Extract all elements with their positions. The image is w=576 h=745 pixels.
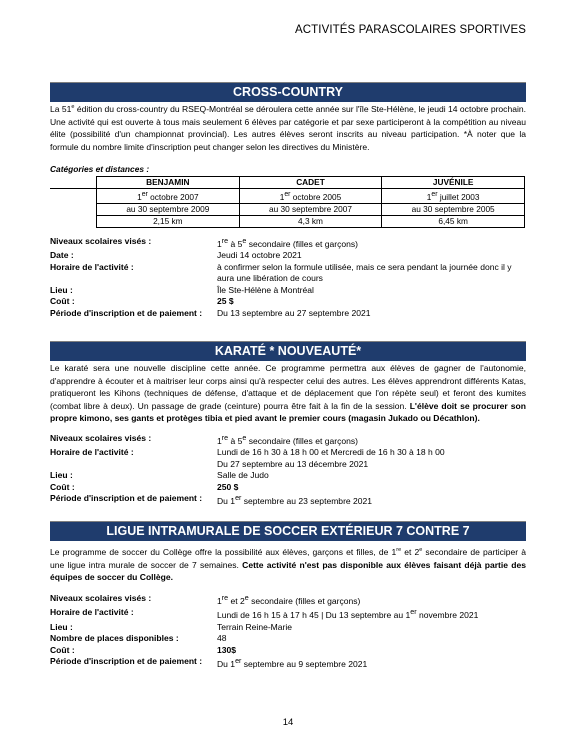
info-label: Lieu : [50, 284, 73, 295]
info-label: Date : [50, 250, 74, 261]
table-cell-distance: 6,45 km [382, 215, 525, 227]
info-value: 1re à 5e secondaire (filles et garçons) [217, 237, 358, 249]
info-value: Lundi de 16 h 30 à 18 h 00 et Mercredi de 16 h 30 à 18 h 00 [217, 447, 445, 458]
info-row [50, 633, 526, 645]
page-number: 14 [282, 717, 294, 728]
info-row [50, 622, 526, 634]
table-cell-distance: 4,3 km [239, 215, 382, 227]
info-row [50, 447, 526, 459]
info-label: Niveaux scolaires visés : [50, 433, 152, 443]
table-cell: au 30 septembre 2005 [382, 203, 525, 215]
info-row [50, 459, 526, 471]
info-row [50, 433, 526, 447]
categories-title: Catégories et distances : [50, 164, 150, 174]
info-value: Du 1er septembre au 9 septembre 2021 [217, 657, 368, 670]
info-label: Lieu : [50, 470, 73, 481]
info-label: Coût : [50, 644, 75, 655]
info-row [50, 250, 526, 262]
info-row [50, 645, 526, 657]
info-label: Lieu : [50, 621, 73, 632]
info-row [50, 656, 526, 670]
soccer-heading: LIGUE INTRAMURALE DE SOCCER EXTÉRIEUR 7 CONTRE 7 [50, 522, 526, 541]
info-value: 130$ [217, 644, 237, 655]
soccer-info [50, 593, 526, 671]
info-value: 25 $ [217, 296, 234, 307]
info-row [50, 296, 526, 308]
info-row [50, 308, 526, 320]
karate-info [50, 433, 526, 508]
karate-heading: KARATÉ * NOUVEAUTÉ* [50, 342, 526, 361]
info-label: Niveaux scolaires visés : [50, 236, 152, 246]
info-label: Horaire de l'activité : [50, 607, 134, 618]
cross-country-info [50, 236, 526, 319]
info-row [50, 593, 526, 607]
table-cell: 1er juillet 2003 [382, 189, 525, 204]
info-label: Période d'inscription et de paiement : [50, 307, 203, 318]
info-label: Niveaux scolaires visés : [50, 593, 152, 603]
table-cell: 1er octobre 2007 [97, 189, 240, 204]
info-value: 1re à 5e secondaire (filles et garçons) [217, 434, 358, 446]
info-value: 250 $ [217, 481, 239, 492]
table-header-cell: CADET [239, 177, 382, 189]
info-row [50, 607, 526, 621]
karate-description: Le karaté sera une nouvelle discipline cette année. Ce programme permettra aux élèves de gagner de l'autonomie, d'apprendre à écouter et à maitriser leur corps ainsi qu'à respecter celui des autres. Les élèves apprendront différents Katas, pratiqueront les Kihons (techniques de défense, d'attaque et de déplacement que l'on répète seul) et feront des kumites (combat libre à deux). Un passage de grade (ceinture) pourra être fait à la fin de la session. L'élève doit se procurer son propre kimono, ses gants et protèges tibia et pied avant le premier cours (magasin Jukado ou Décathlon). [50, 363, 526, 424]
info-label: Horaire de l'activité : [50, 447, 134, 458]
table-header-cell: BENJAMIN [97, 177, 240, 189]
table-cell-distance: 2,15 km [97, 215, 240, 227]
info-row [50, 493, 526, 507]
info-label: Nombre de places disponibles : [50, 633, 179, 644]
soccer-description: Le programme de soccer du Collège offre la possibilité aux élèves, garçons et filles, de 1re et 2e secondaire de participer à une ligue intra murale de soccer de 7 semaines. Cette activité n'est pas disponible aux élèves faisant déjà partie des équipes de soccer du Collège. [50, 547, 526, 583]
info-value: Île Ste-Hélène à Montréal [217, 284, 314, 295]
info-row [50, 285, 526, 297]
table-cell: 1er octobre 2005 [239, 189, 382, 204]
categories-table [50, 176, 525, 228]
info-label: Coût : [50, 296, 75, 307]
info-value: Terrain Reine-Marie [217, 621, 293, 632]
cross-country-heading: CROSS-COUNTRY [50, 83, 526, 102]
info-row [50, 236, 526, 250]
info-row [50, 482, 526, 494]
table-cell: au 30 septembre 2007 [239, 203, 382, 215]
info-value: Du 27 septembre au 13 décembre 2021 [217, 458, 369, 469]
table-cell: au 30 septembre 2009 [97, 203, 240, 215]
info-value: 1re et 2e secondaire (filles et garçons) [217, 594, 361, 606]
info-label: Coût : [50, 481, 75, 492]
running-header: ACTIVITÉS PARASCOLAIRES SPORTIVES [294, 24, 526, 36]
info-row [50, 262, 526, 285]
info-value: Jeudi 14 octobre 2021 [217, 250, 302, 261]
info-value: 48 [217, 633, 227, 644]
info-value: Du 1er septembre au 23 septembre 2021 [217, 494, 373, 507]
info-value: Du 13 septembre au 27 septembre 2021 [217, 307, 371, 318]
cross-country-description: La 51e édition du cross-country du RSEQ-Montréal se déroulera cette année sur l'île Ste-Hélène, le jeudi 14 octobre prochain. Une activité qui est ouverte à tous mais seulement 6 élèves par catégorie et par sexe participeront à la compétition au niveau élite (possibilité d'un championnat provincial). Les autres élèves seront inscrits au niveau participation. *À noter que la formule du nombre limite d'inscription peut changer selon les directives du Ministère. [50, 104, 526, 152]
info-label: Horaire de l'activité : [50, 261, 134, 272]
info-label: Période d'inscription et de paiement : [50, 656, 203, 667]
info-label: Période d'inscription et de paiement : [50, 493, 203, 504]
info-value: Lundi de 16 h 15 à 17 h 45 | Du 13 septembre au 1er novembre 2021 [217, 608, 479, 621]
info-value: à confirmer selon la formule utilisée, mais ce sera pendant la journée donc il y aura une libération de cours [217, 261, 512, 284]
info-value: Salle de Judo [217, 470, 269, 481]
table-header-cell: JUVÉNILE [382, 177, 525, 189]
info-row [50, 470, 526, 482]
